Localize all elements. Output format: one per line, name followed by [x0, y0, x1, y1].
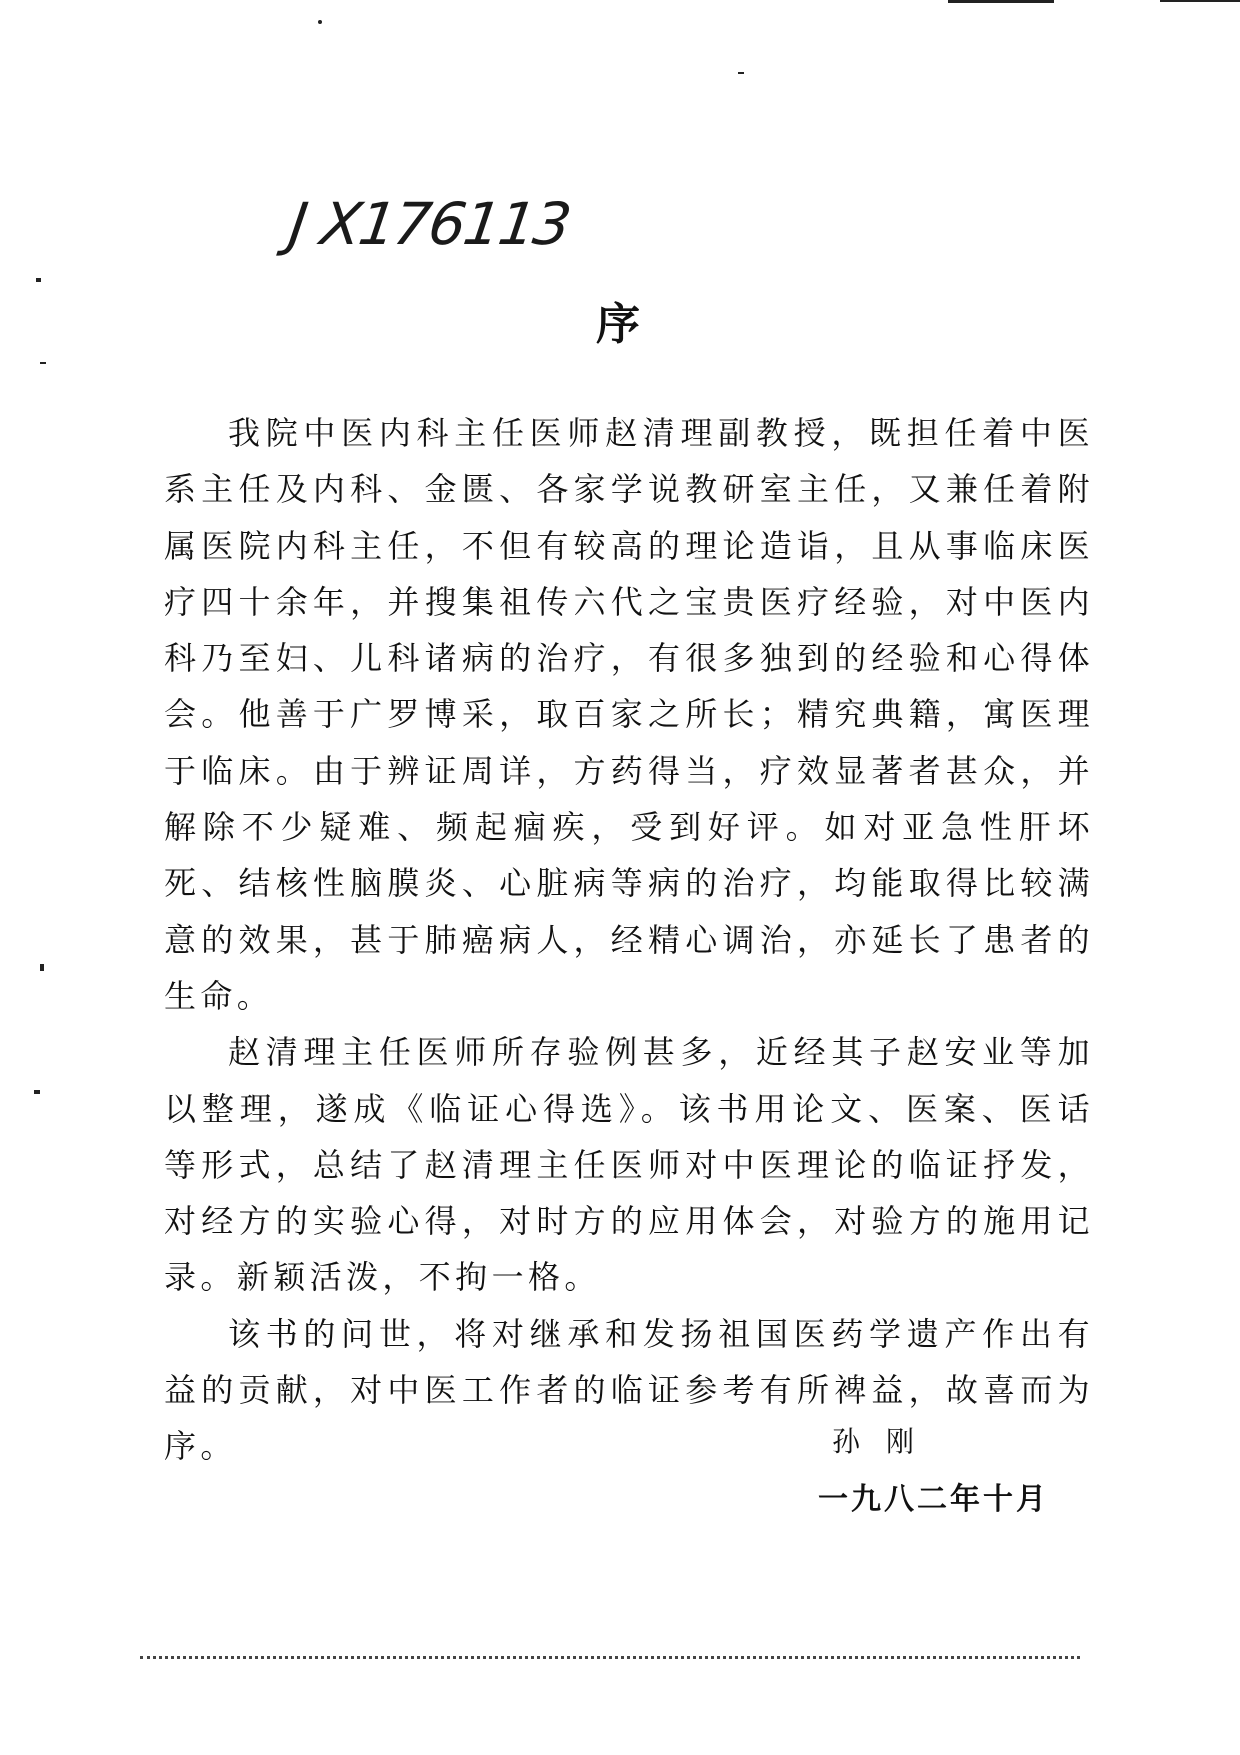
scan-speck	[318, 20, 322, 24]
author-signature: 孙刚	[832, 1425, 941, 1458]
scan-speck	[738, 72, 744, 74]
scan-dotted-line	[140, 1656, 1080, 1661]
page-title: 序	[596, 299, 644, 350]
scan-speck	[40, 362, 46, 364]
scan-speck	[36, 278, 41, 282]
date-line: 一九八二年十月	[818, 1482, 1049, 1517]
scan-speck	[40, 964, 44, 971]
paragraph-3: 该书的问世，将对继承和发扬祖国医药学遗产作出有益的贡献，对中医工作者的临证参考有所裨益，故喜而为序。	[164, 1314, 1094, 1466]
preface-body	[164, 405, 1094, 1475]
scan-mark-top-right-2	[1160, 0, 1240, 2]
handwritten-catalog-number: J X176113	[285, 190, 574, 258]
paragraph-1: 我院中医内科主任医师赵清理副教授，既担任着中医系主任及内科、金匮、各家学说教研室主任，又兼任着附属医院内科主任，不但有较高的理论造诣，且从事临床医疗四十余年，并搜集祖传六代之宝贵医疗经验，对中医内科乃至妇、儿科诸病的治疗，有很多独到的经验和心得体会。他善于广罗博采，取百家之所长；精究典籍，寓医理于临床。由于辨证周详，方药得当，疗效显著者甚众，并解除不少疑难、频起痼疾，受到好评。如对亚急性肝坏死、结核性脑膜炎、心脏病等病的治疗，均能取得比较满意的效果，甚于肺癌病人，经精心调治，亦延长了患者的生命。	[164, 414, 1094, 1015]
scan-speck	[34, 1090, 40, 1094]
scan-mark-top-right-1	[948, 0, 1054, 3]
paragraph-2: 赵清理主任医师所存验例甚多，近经其子赵安业等加以整理，遂成《临证心得选》。该书用论文、医案、医话等形式，总结了赵清理主任医师对中医理论的临证抒发，对经方的实验心得，对时方的应用体会，对验方的施用记录。新颖活泼，不拘一格。	[164, 1033, 1094, 1297]
